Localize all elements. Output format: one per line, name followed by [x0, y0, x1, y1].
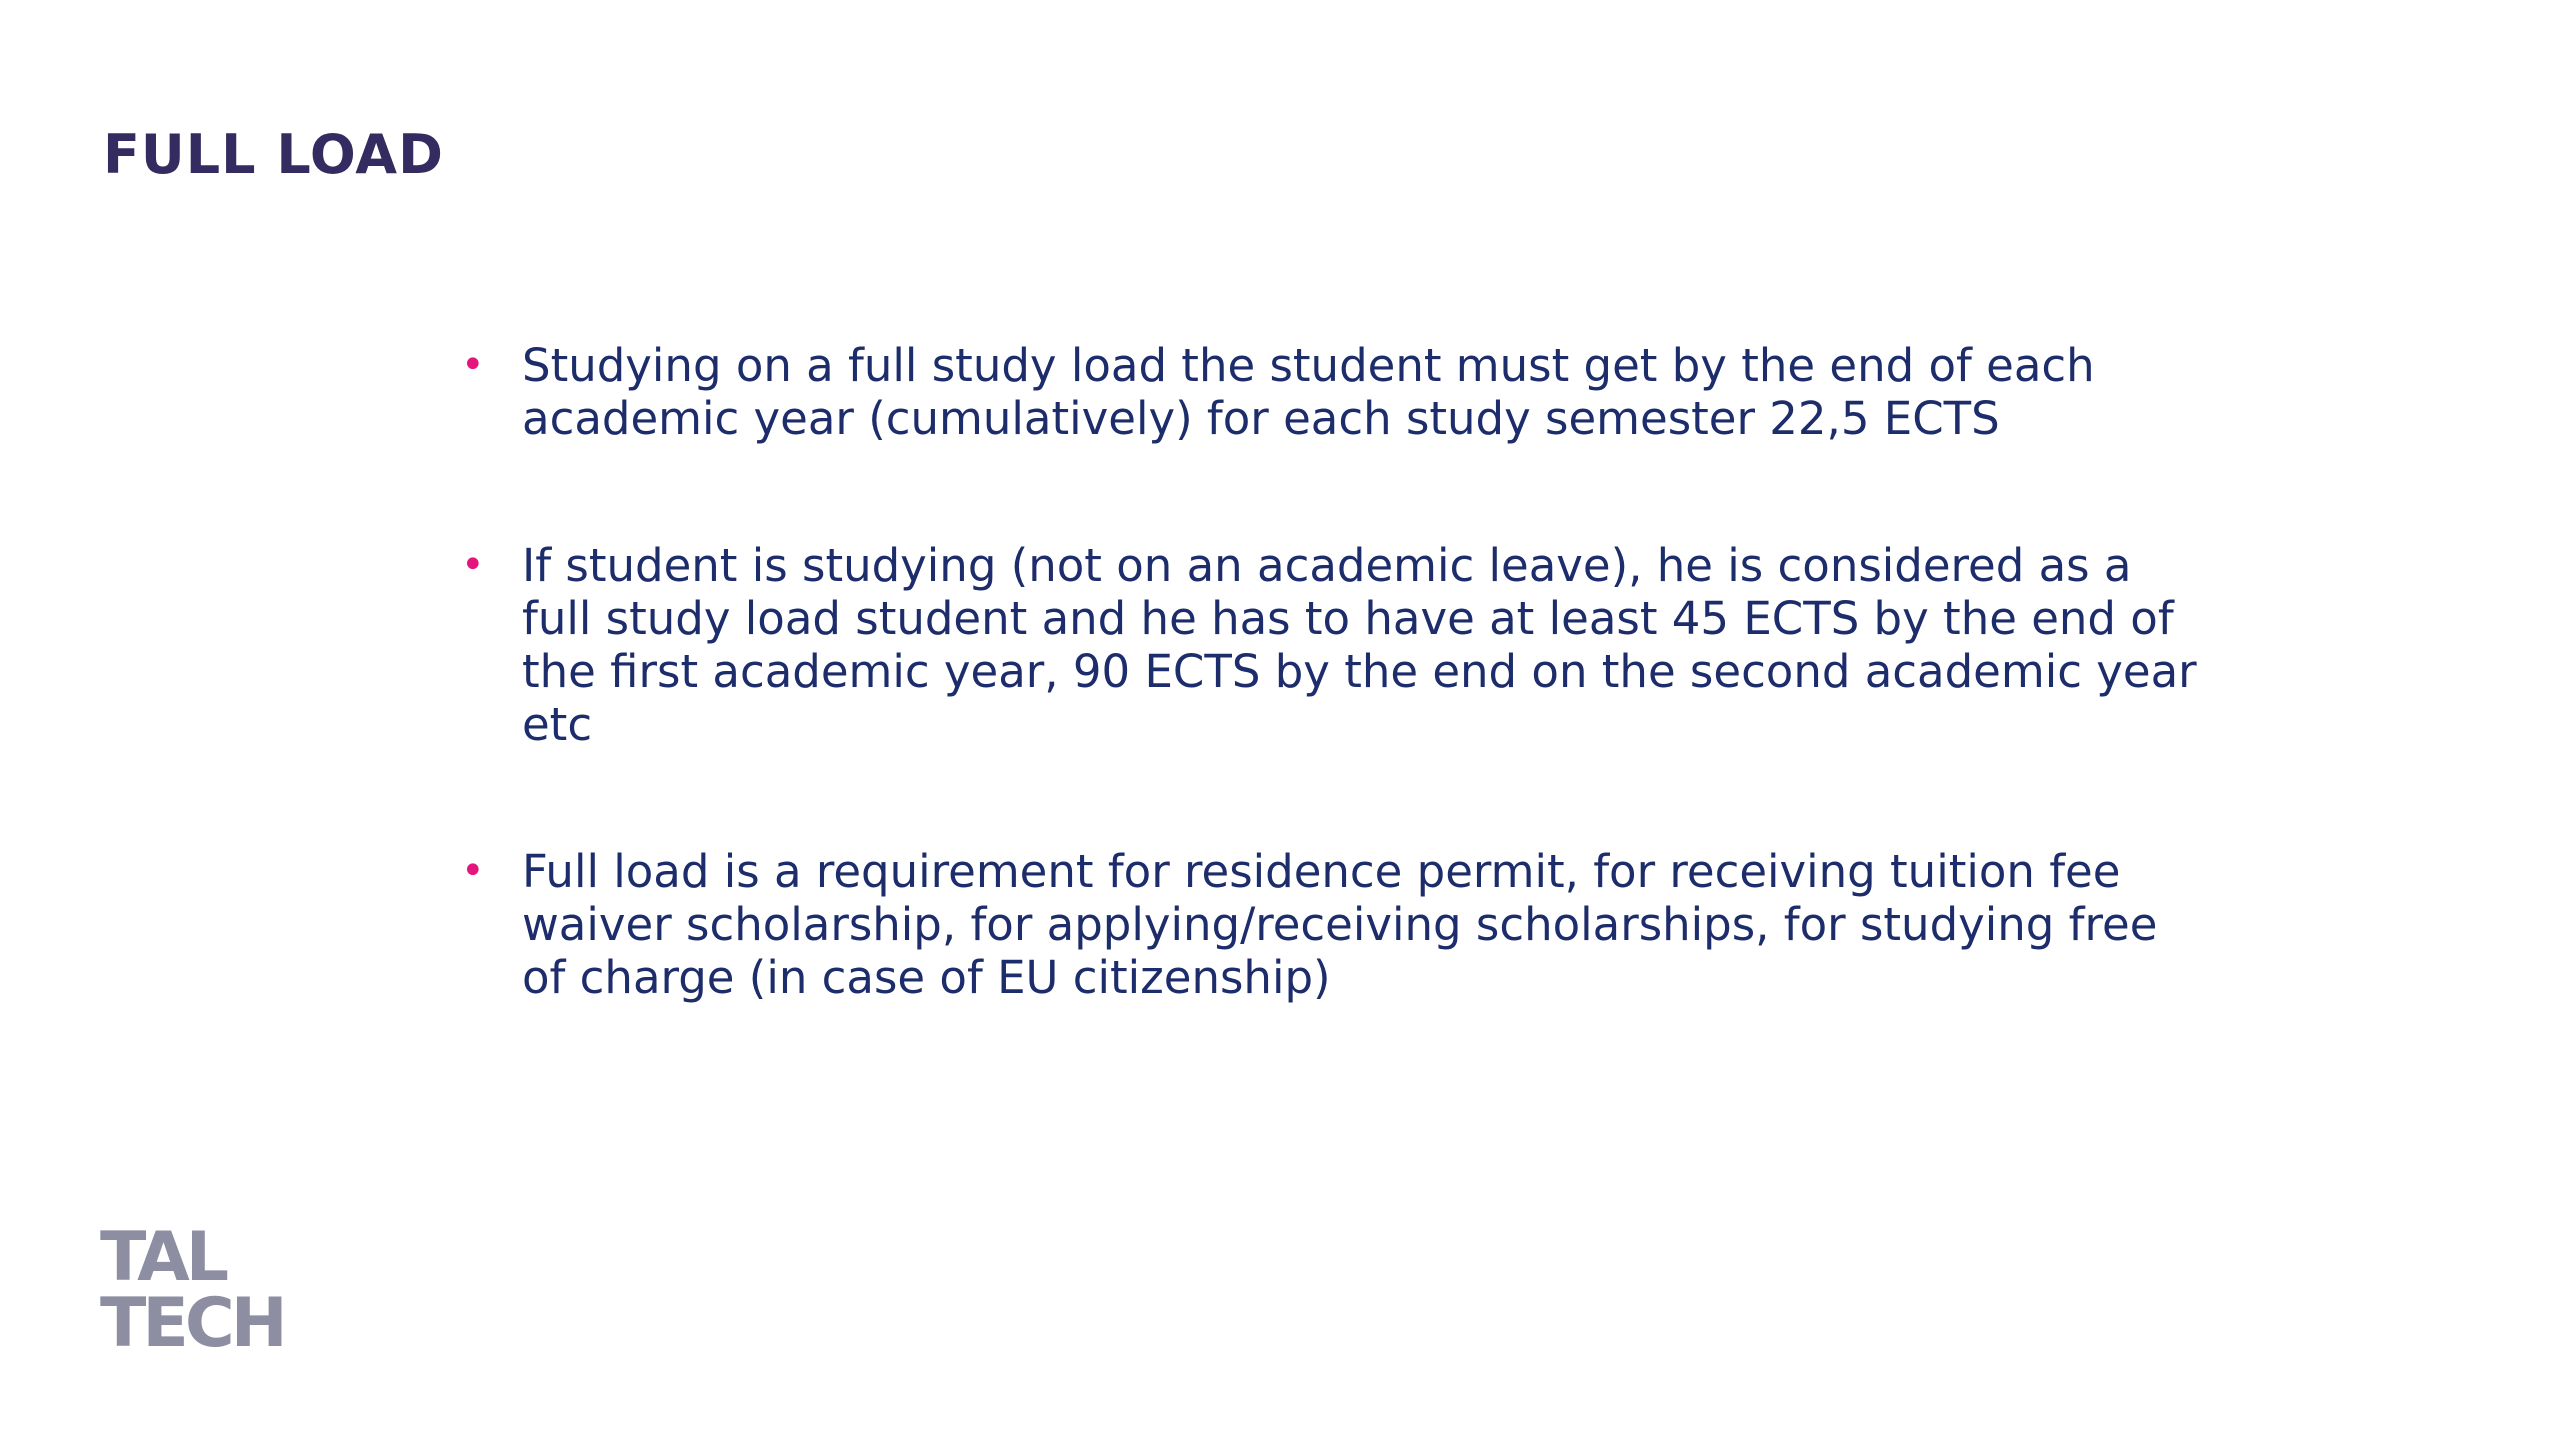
taltech-logo [100, 1222, 330, 1352]
logo-line-1: TAL [100, 1222, 226, 1297]
bullet-dot-icon: • [461, 542, 485, 588]
bullet-item [461, 539, 2352, 751]
slide-title: FULL LOAD [103, 123, 444, 186]
bullet-dot-icon: • [461, 342, 485, 388]
bullet-list [461, 339, 2352, 1098]
bullet-text: Studying on a full study load the student must get by the end of each academic year (cumulatively) for each study semester 22,5 ECTS [522, 339, 2095, 445]
bullet-text: Full load is a requirement for residence permit, for receiving tuition fee waiver scholarship, for applying/receiving scholarships, for studying free of charge (in case of EU citizenship) [522, 845, 2158, 1004]
bullet-dot-icon: • [461, 848, 485, 894]
bullet-text: If student is studying (not on an academic leave), he is considered as a full study load student and he has to have at least 45 ECTS by the end of the first academic year, 90 ECTS by the end on the second academic year etc [522, 539, 2197, 751]
bullet-item [461, 339, 2352, 445]
logo-line-2: TECH [100, 1284, 284, 1352]
bullet-item [461, 845, 2352, 1004]
taltech-logo-icon [100, 1222, 330, 1352]
